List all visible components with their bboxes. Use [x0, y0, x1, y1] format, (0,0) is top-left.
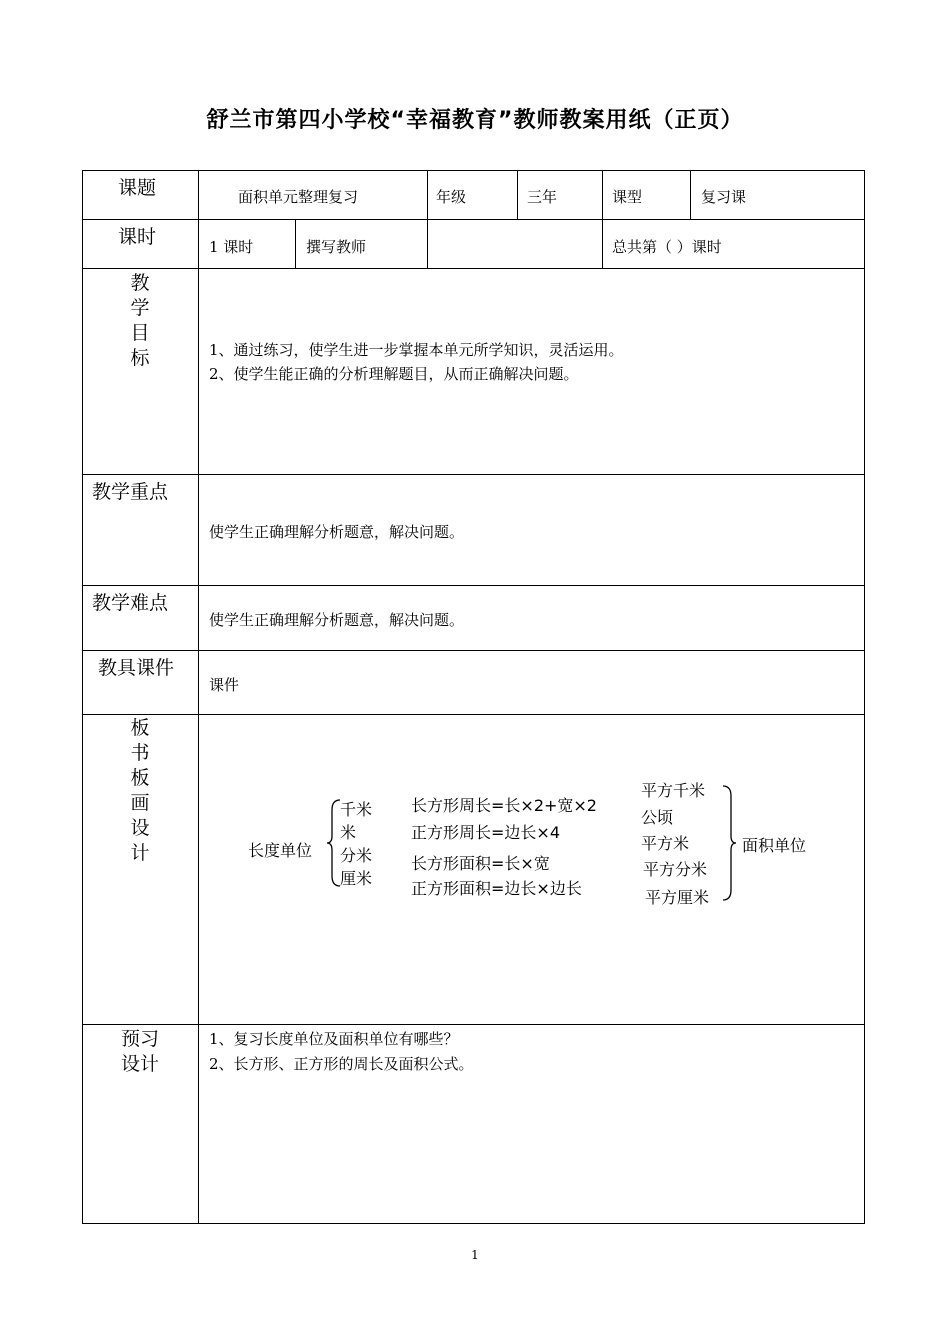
label-char: 书	[130, 742, 150, 764]
length-unit: 米	[340, 823, 357, 842]
label-lesson-type: 课型	[612, 188, 643, 206]
area-unit: 平方米	[641, 834, 690, 853]
page-title: 舒兰市第四小学校“幸福教育”教师教案用纸（正页）	[206, 108, 744, 133]
formula: 正方形面积=边长×边长	[411, 879, 582, 898]
label-author: 撰写教师	[306, 238, 367, 256]
row-divider	[82, 219, 865, 220]
formula: 长方形周长=长×2+宽×2	[411, 796, 597, 815]
cell-divider	[602, 219, 603, 268]
label-char: 板	[130, 767, 150, 789]
table-border-left	[82, 170, 83, 1224]
formula: 正方形周长=边长×4	[411, 823, 560, 842]
label-preview	[110, 1027, 170, 1077]
length-unit: 厘米	[340, 869, 373, 888]
key-points-text: 使学生正确理解分析题意，解决问题。	[209, 523, 465, 541]
row-divider	[82, 268, 865, 269]
label-grade: 年级	[436, 188, 467, 206]
row-divider	[82, 474, 865, 475]
grade-value: 三年	[527, 188, 558, 206]
area-unit: 平方分米	[643, 860, 708, 879]
table-border-bottom	[82, 1223, 865, 1224]
label-column-divider	[198, 170, 199, 1224]
row-divider	[82, 1024, 865, 1025]
label-char: 学	[130, 297, 150, 319]
cell-divider	[690, 170, 691, 219]
label-key-points: 教学重点	[92, 481, 169, 503]
label-char: 计	[130, 842, 150, 864]
label-char: 设	[130, 817, 150, 839]
length-units-title: 长度单位	[248, 841, 313, 860]
length-unit: 分米	[340, 846, 373, 865]
difficulties-text: 使学生正确理解分析题意，解决问题。	[209, 611, 465, 629]
goal-item: 1、通过练习，使学生进一步掌握本单元所学知识，灵活运用。	[209, 341, 624, 359]
row-divider	[82, 585, 865, 586]
area-unit: 平方厘米	[645, 888, 710, 907]
right-brace-icon	[721, 784, 737, 902]
label-char: 标	[130, 347, 150, 369]
row-divider	[82, 650, 865, 651]
cell-divider	[427, 219, 428, 268]
preview-item: 2、长方形、正方形的周长及面积公式。	[209, 1055, 474, 1073]
label-period: 课时	[118, 226, 157, 248]
label-line: 预习	[120, 1028, 159, 1050]
label-tools: 教具课件	[98, 657, 175, 679]
topic-value: 面积单元整理复习	[238, 188, 359, 206]
page-number: 1	[471, 1248, 479, 1262]
label-char: 目	[130, 322, 150, 344]
table-border-right	[864, 170, 865, 1224]
table-border-top	[82, 170, 865, 171]
area-units-title: 面积单位	[742, 836, 807, 855]
label-char: 板	[130, 717, 150, 739]
goal-item: 2、使学生能正确的分析理解题目，从而正确解决问题。	[209, 365, 579, 383]
tools-text: 课件	[209, 676, 240, 694]
label-difficulties: 教学难点	[92, 592, 169, 614]
cell-divider	[427, 170, 428, 219]
label-board-design	[120, 716, 160, 866]
label-topic: 课题	[118, 177, 157, 199]
formula: 长方形面积=长×宽	[411, 854, 550, 873]
row-divider	[82, 714, 865, 715]
label-goals	[120, 271, 160, 371]
area-unit: 平方千米	[641, 781, 706, 800]
total-periods: 总共第（ ）课时	[612, 238, 722, 256]
area-unit: 公顷	[641, 808, 674, 827]
preview-item: 1、复习长度单位及面积单位有哪些？	[209, 1030, 459, 1048]
label-char: 教	[130, 272, 150, 294]
period-value: 1 课时	[209, 238, 254, 256]
cell-divider	[295, 219, 296, 268]
label-line: 设计	[120, 1053, 159, 1075]
cell-divider	[517, 170, 518, 219]
label-char: 画	[130, 792, 150, 814]
lesson-type-value: 复习课	[701, 188, 747, 206]
length-unit: 千米	[340, 800, 373, 819]
cell-divider	[602, 170, 603, 219]
